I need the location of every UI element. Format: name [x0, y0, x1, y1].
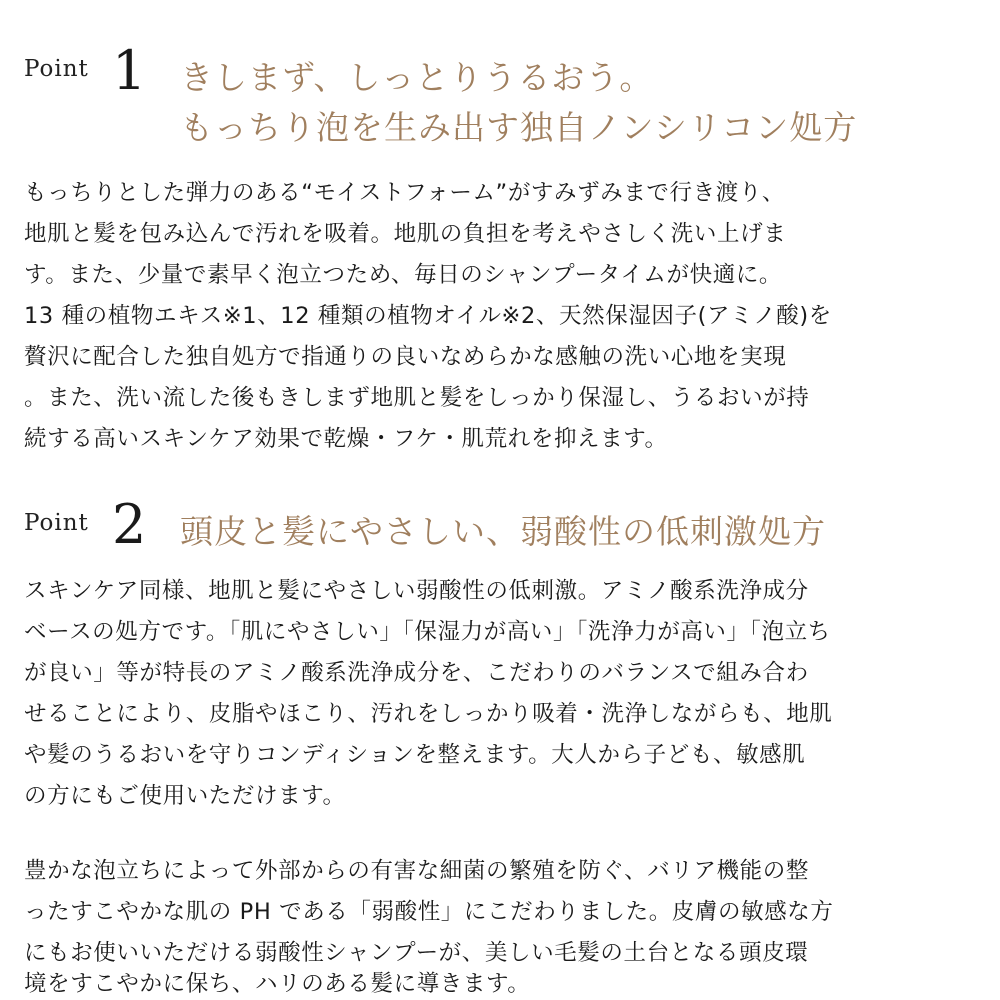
point-2-label: Point [24, 510, 89, 536]
point-2-number: 2 [112, 493, 147, 556]
point-2-body-line: が良い」等が特長のアミノ酸系洗浄成分を、こだわりのバランスで組み合わ [24, 660, 809, 686]
point-2-heading: 頭皮と髪にやさしい、弱酸性の低刺激処方 [180, 512, 826, 551]
point-1-heading-line-1: きしまず、しっとりうるおう。 [180, 58, 654, 97]
point-1-body-line: 。また、洗い流した後もきしまず地肌と髪をしっかり保湿し、うるおいが持 [24, 385, 810, 411]
point-2-body-line: スキンケア同様、地肌と髪にやさしい弱酸性の低刺激。アミノ酸系洗浄成分 [24, 578, 809, 604]
point-2-body-line: や髪のうるおいを守りコンディションを整えます。大人から子ども、敏感肌 [24, 742, 806, 768]
point-1-heading-line-2: もっちり泡を生み出す独自ノンシリコン処方 [180, 108, 858, 147]
point-2-body2-line: ったすこやかな肌の PH である「弱酸性」にこだわりました。皮膚の敏感な方 [24, 899, 834, 925]
point-1-label: Point [24, 56, 89, 82]
point-1-body-line: 13 種の植物エキス※1、12 種類の植物オイル※2、天然保湿因子(アミノ酸)を [24, 303, 832, 329]
point-1-body-line: す。また、少量で素早く泡立つため、毎日のシャンプータイムが快適に。 [24, 262, 783, 288]
point-1-number: 1 [112, 39, 147, 102]
point-2-body-line: せることにより、皮脂やほこり、汚れをしっかり吸着・洗浄しながらも、地肌 [24, 701, 833, 727]
point-2-body2-line: 豊かな泡立ちによって外部からの有害な細菌の繁殖を防ぐ、バリア機能の整 [24, 858, 809, 884]
point-1-body-line: 地肌と髪を包み込んで汚れを吸着。地肌の負担を考えやさしく洗い上げま [24, 221, 787, 247]
point-2-body-line: ベースの処方です。「肌にやさしい」「保湿力が高い」「洗浄力が高い」「泡立ち [24, 619, 831, 645]
point-1-body-line: 贅沢に配合した独自処方で指通りの良いなめらかな感触の洗い心地を実現 [24, 344, 787, 370]
point-2-body-line: の方にもご使用いただけます。 [24, 783, 346, 809]
point-1-body-line: もっちりとした弾力のある“モイストフォーム”がすみずみまで行き渡り、 [24, 180, 786, 206]
point-1-body-line: 続する高いスキンケア効果で乾燥・フケ・肌荒れを抑えます。 [24, 426, 668, 452]
point-2-body2-line: 境をすこやかに保ち、ハリのある髪に導きます。 [24, 971, 531, 997]
point-2-body2-line: にもお使いいただける弱酸性シャンプーが、美しい毛髪の土台となる頭皮環 [24, 940, 809, 966]
